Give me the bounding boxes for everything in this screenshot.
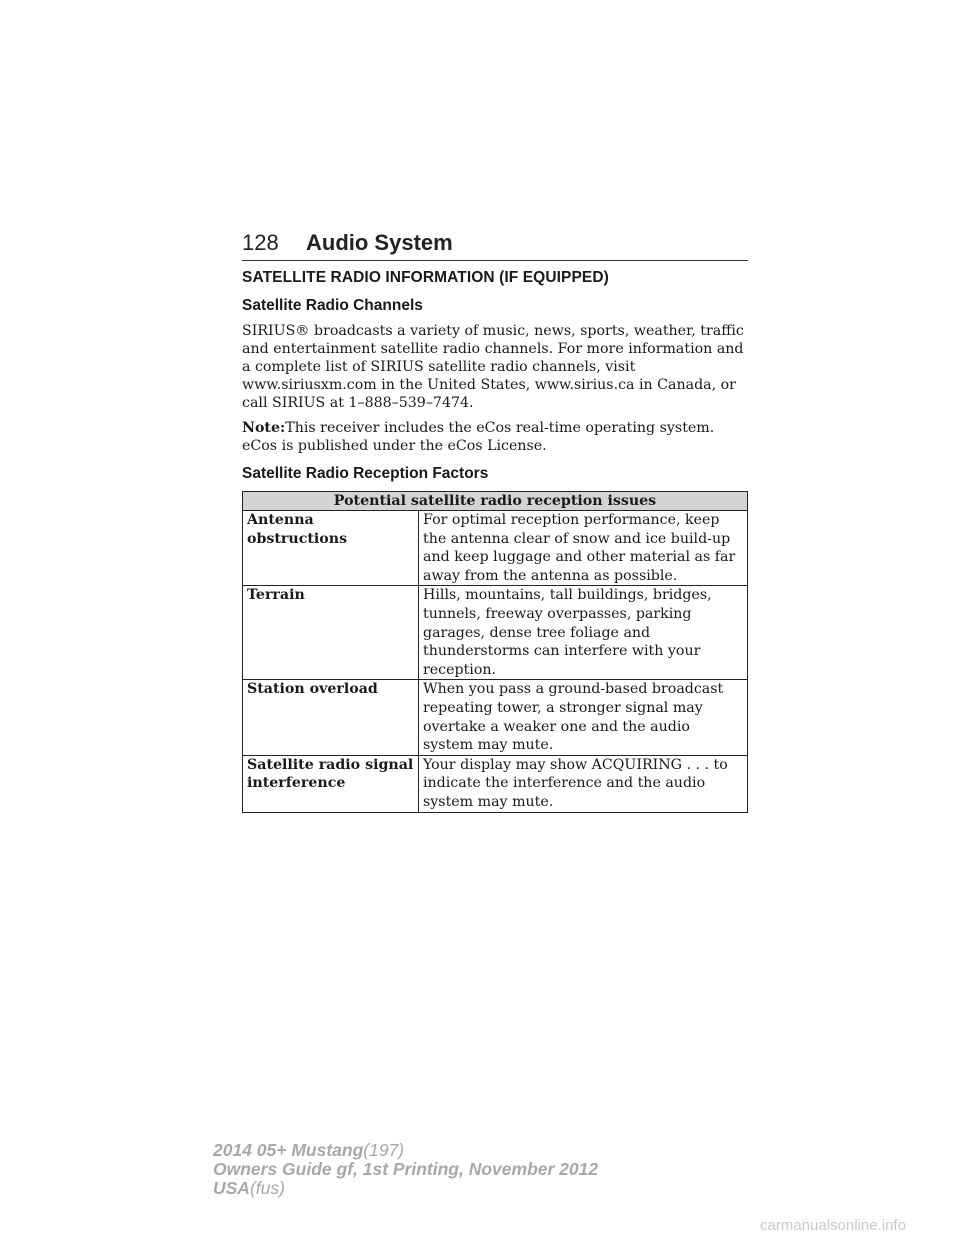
table-row (243, 680, 748, 755)
table-row (243, 511, 748, 586)
footer-line-2: Owners Guide gf, 1st Printing, November 2012 (213, 1159, 599, 1179)
row-description: Hills, mountains, tall buildings, bridges, tunnels, freeway overpasses, parking garages, dense tree foliage and thunderstorms can interfere with your reception. (419, 586, 748, 680)
footer-line-3: USA(fus) (213, 1178, 285, 1198)
note-paragraph (242, 419, 748, 455)
row-term: Satellite radio signal interference (243, 755, 419, 812)
main-heading: SATELLITE RADIO INFORMATION (IF EQUIPPED) (242, 269, 609, 286)
print-footer (213, 1141, 598, 1198)
row-term: Station overload (243, 680, 419, 755)
section-title: Audio System (306, 230, 453, 255)
page-number: 128 (242, 230, 279, 255)
page-content (242, 269, 748, 813)
footer-line-1: 2014 05+ Mustang(197) (213, 1140, 405, 1160)
row-term: Terrain (243, 586, 419, 680)
reception-heading: Satellite Radio Reception Factors (242, 465, 489, 482)
table-header: Potential satellite radio reception issues (243, 492, 748, 511)
channels-paragraph: SIRIUS® broadcasts a variety of music, news, sports, weather, traffic and entertainment satellite radio channels. For more information and a complete list of SIRIUS satellite radio channels, visit www.siriusxm.com in the United States, www.sirius.ca in Canada, or call SIRIUS at 1–888–539–7474. (242, 323, 744, 411)
table-row (243, 755, 748, 812)
page-header (242, 230, 748, 261)
watermark: carmanualsonline.info (760, 1217, 906, 1234)
row-description: When you pass a ground-based broadcast repeating tower, a stronger signal may overtake a weaker one and the audio system may mute. (419, 680, 748, 755)
row-description: For optimal reception performance, keep the antenna clear of snow and ice build-up and keep luggage and other material as far away from the antenna as possible. (419, 511, 748, 586)
note-label: Note: (242, 420, 286, 436)
row-description: Your display may show ACQUIRING . . . to indicate the interference and the audio system may mute. (419, 755, 748, 812)
channels-heading: Satellite Radio Channels (242, 297, 423, 314)
note-text: This receiver includes the eCos real-time operating system. eCos is published under the eCos License. (242, 420, 715, 454)
reception-issues-table (242, 491, 748, 813)
row-term: Antenna obstructions (243, 511, 419, 586)
table-row (243, 586, 748, 680)
